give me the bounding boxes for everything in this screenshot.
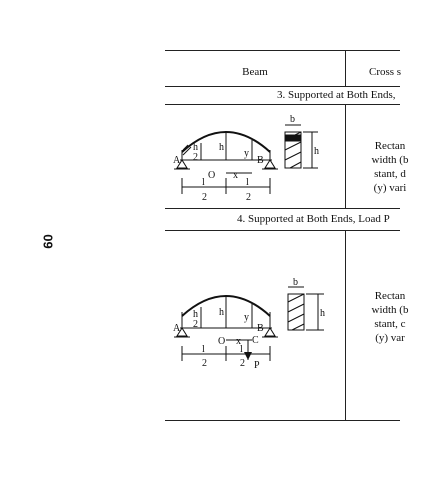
label-b: b [290,114,295,125]
row3-desc-line: width (b [371,154,409,166]
label-l: l [246,177,249,188]
section-title-4: 4. Supported at Both Ends, Load P [237,213,390,225]
header-cross-section: Cross s [369,66,402,78]
label-two: 2 [240,358,245,369]
label-l: l [240,344,243,355]
load-arrow-icon [244,352,252,360]
label-x: x [233,170,238,181]
label-B: B [257,323,264,334]
section-title-3: 3. Supported at Both Ends, [277,89,396,101]
row4-desc-line: stant, c [374,318,406,330]
row3-desc-line: Rectan [374,140,406,152]
label-h: h [314,146,319,157]
label-h: h [219,307,224,318]
label-A: A [173,323,181,334]
label-O: O [208,170,216,181]
label-A: A [173,155,181,166]
row4-desc-line: (y) var [375,332,405,344]
row3-desc-line: (y) vari [373,182,407,194]
label-x: x [236,336,241,347]
label-h2: h [193,142,198,153]
label-y: y [244,312,249,323]
label-O: O [218,336,226,347]
label-b: b [293,277,298,288]
label-h: h [320,308,325,319]
page-number: 09 [40,234,56,249]
label-h2: h [193,309,198,320]
label-P: P [254,360,260,371]
header-beam: Beam [242,66,268,78]
label-two: 2 [202,358,207,369]
label-h: h [219,142,224,153]
row4-desc-line: Rectan [374,290,406,302]
label-two: 2 [193,319,198,330]
row3-desc-line: stant, d [374,168,406,180]
label-y: y [244,148,249,159]
label-l: l [202,344,205,355]
label-C: C [252,335,259,346]
label-two: 2 [202,192,207,203]
label-l: l [202,177,205,188]
label-B: B [257,155,264,166]
label-two: 2 [246,192,251,203]
label-two: 2 [193,152,198,163]
row4-desc-line: width (b [371,304,409,316]
